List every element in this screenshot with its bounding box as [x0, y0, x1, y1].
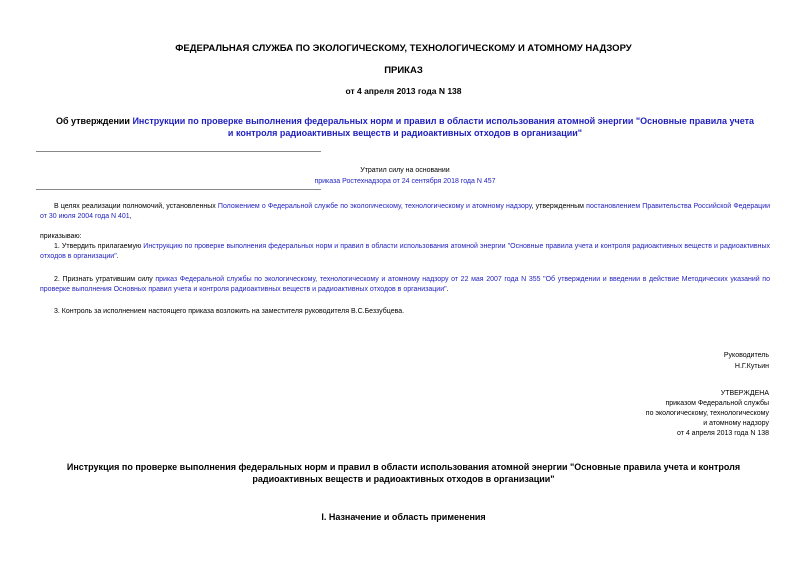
- document-type: ПРИКАЗ: [384, 65, 423, 76]
- divider-bottom: [36, 189, 321, 190]
- paragraph-text: , утвержденным: [531, 203, 587, 210]
- divider-top: [36, 151, 321, 152]
- signatory-name: Н.Г.Кутьин: [734, 363, 769, 370]
- approval-title-prefix: Об утверждении: [55, 116, 133, 126]
- instruction-approve-link[interactable]: Инструкцию по проверке выполнения федеральных норм и правил в области использования атомной энергии "Основные правила учета и контроля радиоактивных веществ и радиоактивных отходов в организации": [40, 243, 770, 260]
- repealed-order-link[interactable]: приказ Федеральной службы по экологическому, технологическому и атомному надзору от 22 мая 2007 года N 355 "Об утверждении и введении в действие Методических указаний по проверке выполнения Основных правил учета и контроля радиоактивных веществ и радиоактивных отходов в организации": [40, 276, 770, 293]
- paragraph-text: 1. Утвердить прилагаемую: [54, 243, 144, 250]
- instruction-link[interactable]: Инструкции по проверке выполнения федеральных норм и правил в области использования атомной энергии "Основные правила учета и контроля радиоактивных веществ и радиоактивных отходов в организации": [132, 116, 755, 138]
- approved-label: УТВЕРЖДЕНА: [720, 390, 769, 397]
- government-decree-link[interactable]: постановлением Правительства Российской Федерации от 30 июля 2004 года N 401: [40, 203, 771, 220]
- document-date: от 4 апреля 2013 года N 138: [345, 86, 462, 96]
- signatory-title: Руководитель: [723, 352, 769, 359]
- approved-line: по экологическому, технологическому: [645, 410, 769, 417]
- paragraph-control: 3. Контроль за исполнением настоящего приказа возложить на заместителя руководителя В.С.Беззубцева.: [54, 308, 405, 315]
- approval-stamp: [549, 389, 769, 439]
- signature-block: [569, 350, 769, 372]
- approved-line: приказом Федеральной службы: [665, 400, 769, 407]
- approved-date: от 4 апреля 2013 года N 138: [676, 430, 769, 437]
- expired-note: [260, 165, 550, 187]
- paragraph-order: приказываю:: [40, 233, 82, 240]
- paragraph-repeal: [40, 275, 770, 295]
- paragraph-text: 2. Признать утратившим силу: [54, 276, 156, 283]
- paragraph-text: .: [446, 286, 449, 293]
- paragraph-text: ,: [129, 213, 132, 220]
- section-heading: I. Назначение и область применения: [321, 512, 486, 522]
- approval-title: [55, 115, 755, 139]
- expired-order-link[interactable]: приказа Ростехнадзора от 24 сентября 2018 года N 457: [314, 178, 496, 185]
- instruction-title: Инструкция по проверке выполнения федеральных норм и правил в области использования атомной энергии "Основные правила учета и контроля радиоактивных веществ и радиоактивных отходов в организации": [66, 462, 741, 484]
- expired-note-text: Утратил силу на основании: [360, 167, 450, 174]
- approved-line: и атомному надзору: [703, 420, 769, 427]
- paragraph-text: .: [116, 253, 119, 260]
- paragraph-powers: [40, 202, 770, 222]
- agency-heading: ФЕДЕРАЛЬНАЯ СЛУЖБА ПО ЭКОЛОГИЧЕСКОМУ, ТЕХНОЛОГИЧЕСКОМУ И АТОМНОМУ НАДЗОРУ: [175, 43, 632, 54]
- paragraph-approve: [40, 242, 770, 262]
- regulation-link[interactable]: Положением о Федеральной службе по экологическому, технологическому и атомному надзору: [217, 203, 532, 210]
- paragraph-text: В целях реализации полномочий, установленных: [54, 203, 218, 210]
